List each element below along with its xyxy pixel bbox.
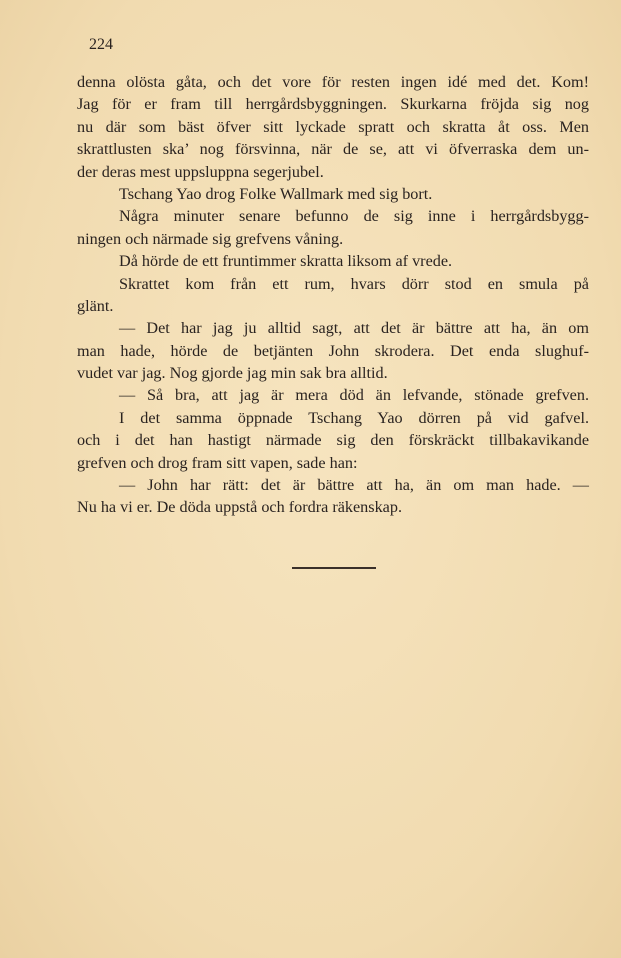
text-line: glänt. xyxy=(77,296,114,315)
text-line: nu där som bäst öfver sitt lyckade spratt och skratta åt oss. Men xyxy=(77,117,589,136)
text-line: — Det har jag ju alltid sagt, att det är bättre att ha, än om xyxy=(119,319,589,338)
page-text xyxy=(77,71,589,519)
text-line: grefven och drog fram sitt vapen, sade han: xyxy=(77,453,358,472)
text-line: I det samma öppnade Tschang Yao dörren på vid gafvel. xyxy=(119,408,589,427)
text-line: och i det han hastigt närmade sig den förskräckt tillbakavikande xyxy=(77,431,589,450)
text-line: man hade, hörde de betjänten John skrodera. Det enda slughuf- xyxy=(77,341,589,360)
text-line: Några minuter senare befunno de sig inne i herrgårdsbygg- xyxy=(119,207,589,226)
text-line: der deras mest uppsluppna segerjubel. xyxy=(77,162,324,181)
text-line: Då hörde de ett fruntimmer skratta liksom af vrede. xyxy=(119,252,453,271)
text-line: Nu ha vi er. De döda uppstå och fordra räkenskap. xyxy=(77,498,402,517)
page-number: 224 xyxy=(89,36,113,53)
text-line: Jag för er fram till herrgårdsbyggningen. Skurkarna fröjda sig nog xyxy=(77,95,589,114)
text-line: denna olösta gåta, och det vore för resten ingen idé med det. Kom! xyxy=(77,73,589,91)
text-line: ningen och närmade sig grefvens våning. xyxy=(77,229,344,248)
text-line: — John har rätt: det är bättre att ha, än om man hade. — xyxy=(119,476,589,495)
text-line: Tschang Yao drog Folke Wallmark med sig bort. xyxy=(119,184,433,203)
text-line: — Så bra, att jag är mera död än lefvande, stönade grefven. xyxy=(119,386,589,405)
end-rule xyxy=(292,567,376,569)
text-line: vudet var jag. Nog gjorde jag min sak bra alltid. xyxy=(77,364,388,383)
text-line: skrattlusten ska’ nog försvinna, när de se, att vi öfverraska dem un- xyxy=(77,140,589,159)
text-line: Skrattet kom från ett rum, hvars dörr stod en smula på xyxy=(119,274,589,293)
